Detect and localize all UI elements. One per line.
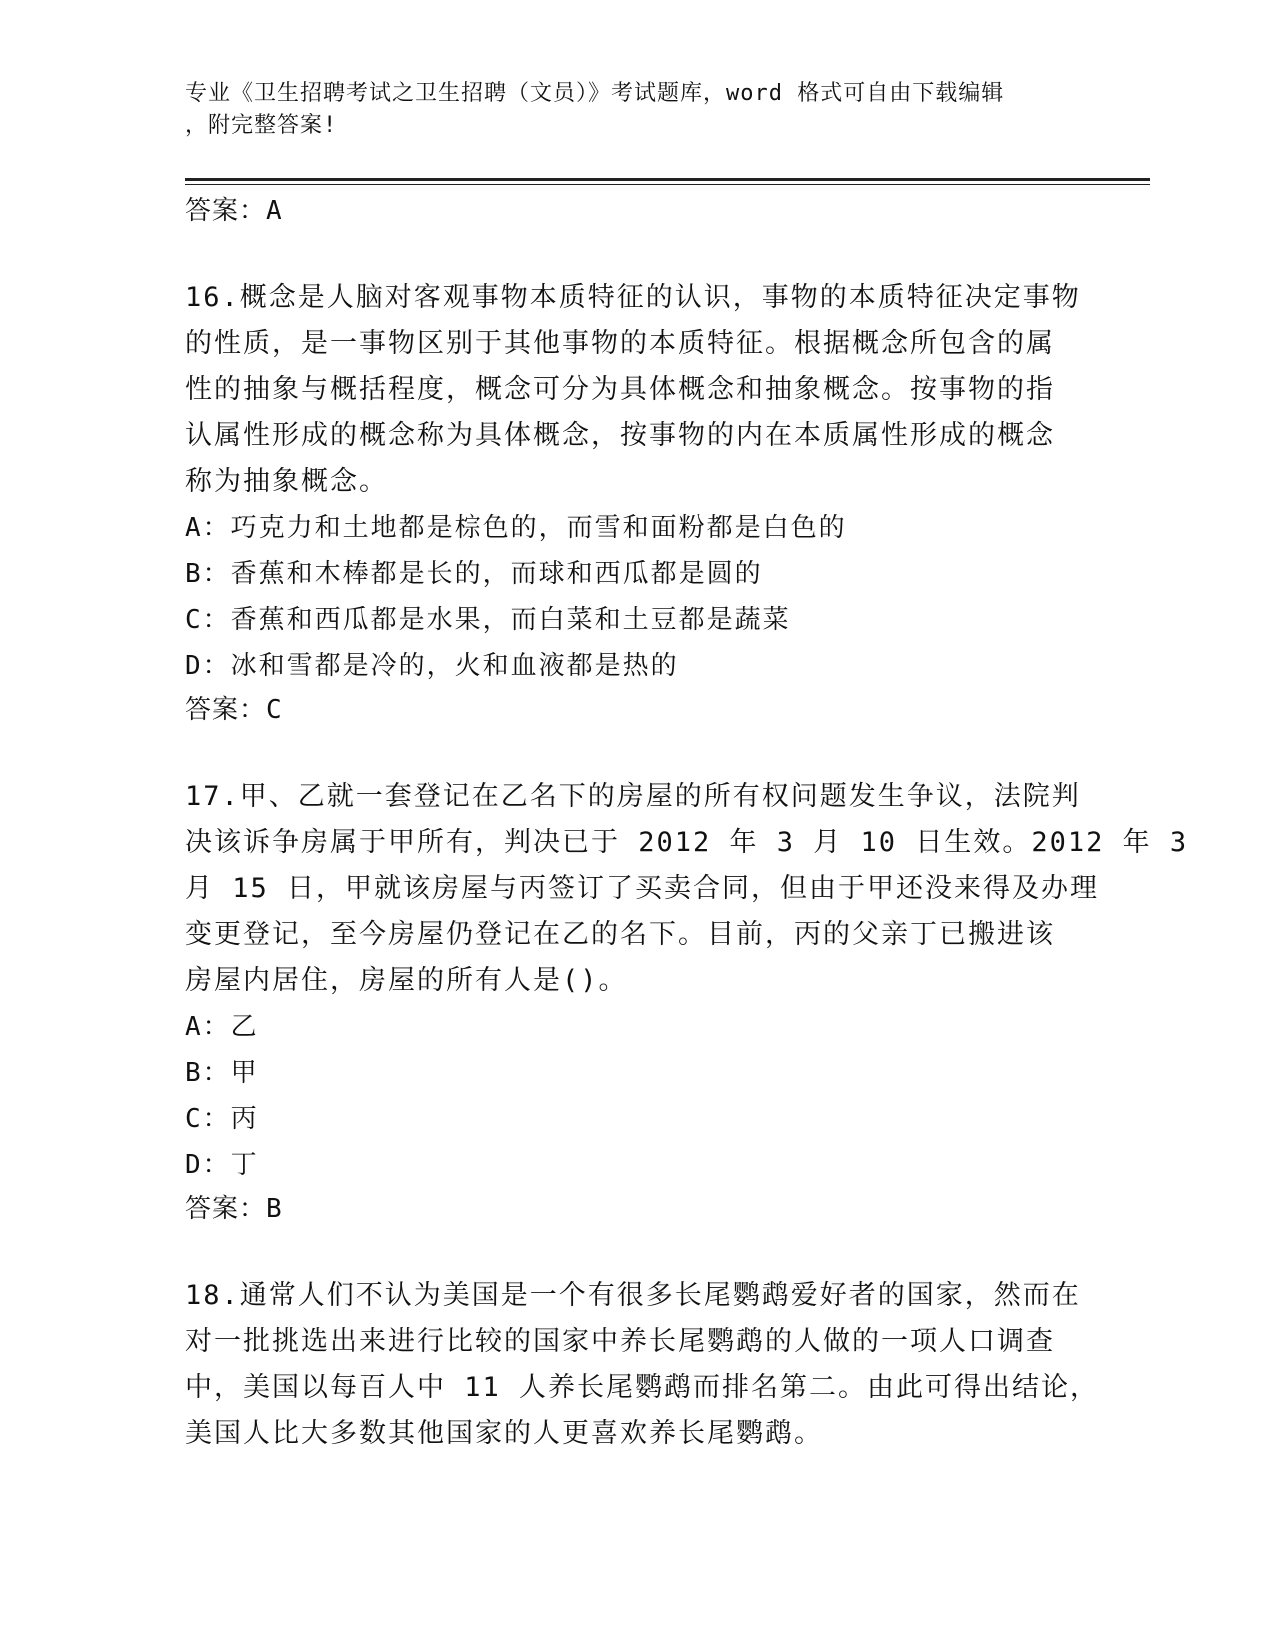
question-17-option-a: A：乙 (185, 1012, 259, 1042)
question-18-text-line: 美国人比大多数其他国家的人更喜欢养长尾鹦鹉。 (185, 1418, 823, 1449)
header-title-line-1: 专业《卫生招聘考试之卫生招聘（文员）》考试题库，word 格式可自由下载编辑 (185, 81, 1005, 106)
spacer (185, 232, 1075, 275)
question-16-text-line: 称为抽象概念。 (185, 466, 388, 497)
question-16-option-c: C：香蕉和西瓜都是水果，而白菜和土豆都是蔬菜 (185, 605, 791, 635)
document-header (185, 78, 1075, 142)
question-17-text-line: 变更登记，至今房屋仍登记在乙的名下。目前，丙的父亲丁已搬进该 (185, 919, 1055, 950)
question-17-text-line: 房屋内居住，房屋的所有人是()。 (185, 965, 628, 996)
question-18-text-line: 对一批挑选出来进行比较的国家中养长尾鹦鹉的人做的一项人口调查 (185, 1326, 1055, 1357)
question-18 (185, 1273, 1100, 1457)
question-17 (185, 774, 1189, 1230)
question-17-text-line: 17.甲、乙就一套登记在乙名下的房屋的所有权问题发生争议，法院判 (185, 781, 1081, 812)
question-17-option-d: D：丁 (185, 1150, 259, 1180)
question-17-text-line: 决该诉争房属于甲所有，判决已于 2012 年 3 月 10 日生效。2012 年 3 (185, 827, 1189, 858)
answer-17: 答案：B (185, 1194, 283, 1224)
spacer (185, 731, 1075, 774)
spacer (185, 1230, 1075, 1273)
answer-16: 答案：C (185, 695, 283, 725)
question-16-text-line: 的性质，是一事物区别于其他事物的本质特征。根据概念所包含的属 (185, 328, 1055, 359)
question-16 (185, 275, 1081, 731)
question-16-option-a: A：巧克力和土地都是棕色的，而雪和面粉都是白色的 (185, 513, 847, 543)
question-17-option-c: C：丙 (185, 1104, 259, 1134)
answer-15: 答案：A (185, 196, 283, 226)
question-16-option-b: B：香蕉和木棒都是长的，而球和西瓜都是圆的 (185, 559, 763, 589)
document-body (185, 190, 1189, 1457)
question-16-text-line: 16.概念是人脑对客观事物本质特征的认识，事物的本质特征决定事物 (185, 282, 1081, 313)
question-16-text-line: 认属性形成的概念称为具体概念，按事物的内在本质属性形成的概念 (185, 420, 1055, 451)
question-16-text-line: 性的抽象与概括程度，概念可分为具体概念和抽象概念。按事物的指 (185, 374, 1055, 405)
header-title-line-2: ，附完整答案! (185, 113, 338, 138)
header-divider-thin (185, 184, 1150, 185)
question-17-text-line: 月 15 日，甲就该房屋与丙签订了买卖合同，但由于甲还没来得及办理 (185, 873, 1100, 904)
question-18-text-line: 中，美国以每百人中 11 人养长尾鹦鹉而排名第二。由此可得出结论， (185, 1372, 1100, 1403)
question-18-text-line: 18.通常人们不认为美国是一个有很多长尾鹦鹉爱好者的国家，然而在 (185, 1280, 1081, 1311)
question-17-option-b: B：甲 (185, 1058, 259, 1088)
question-16-option-d: D：冰和雪都是冷的，火和血液都是热的 (185, 651, 679, 681)
header-divider-thick (185, 178, 1150, 181)
